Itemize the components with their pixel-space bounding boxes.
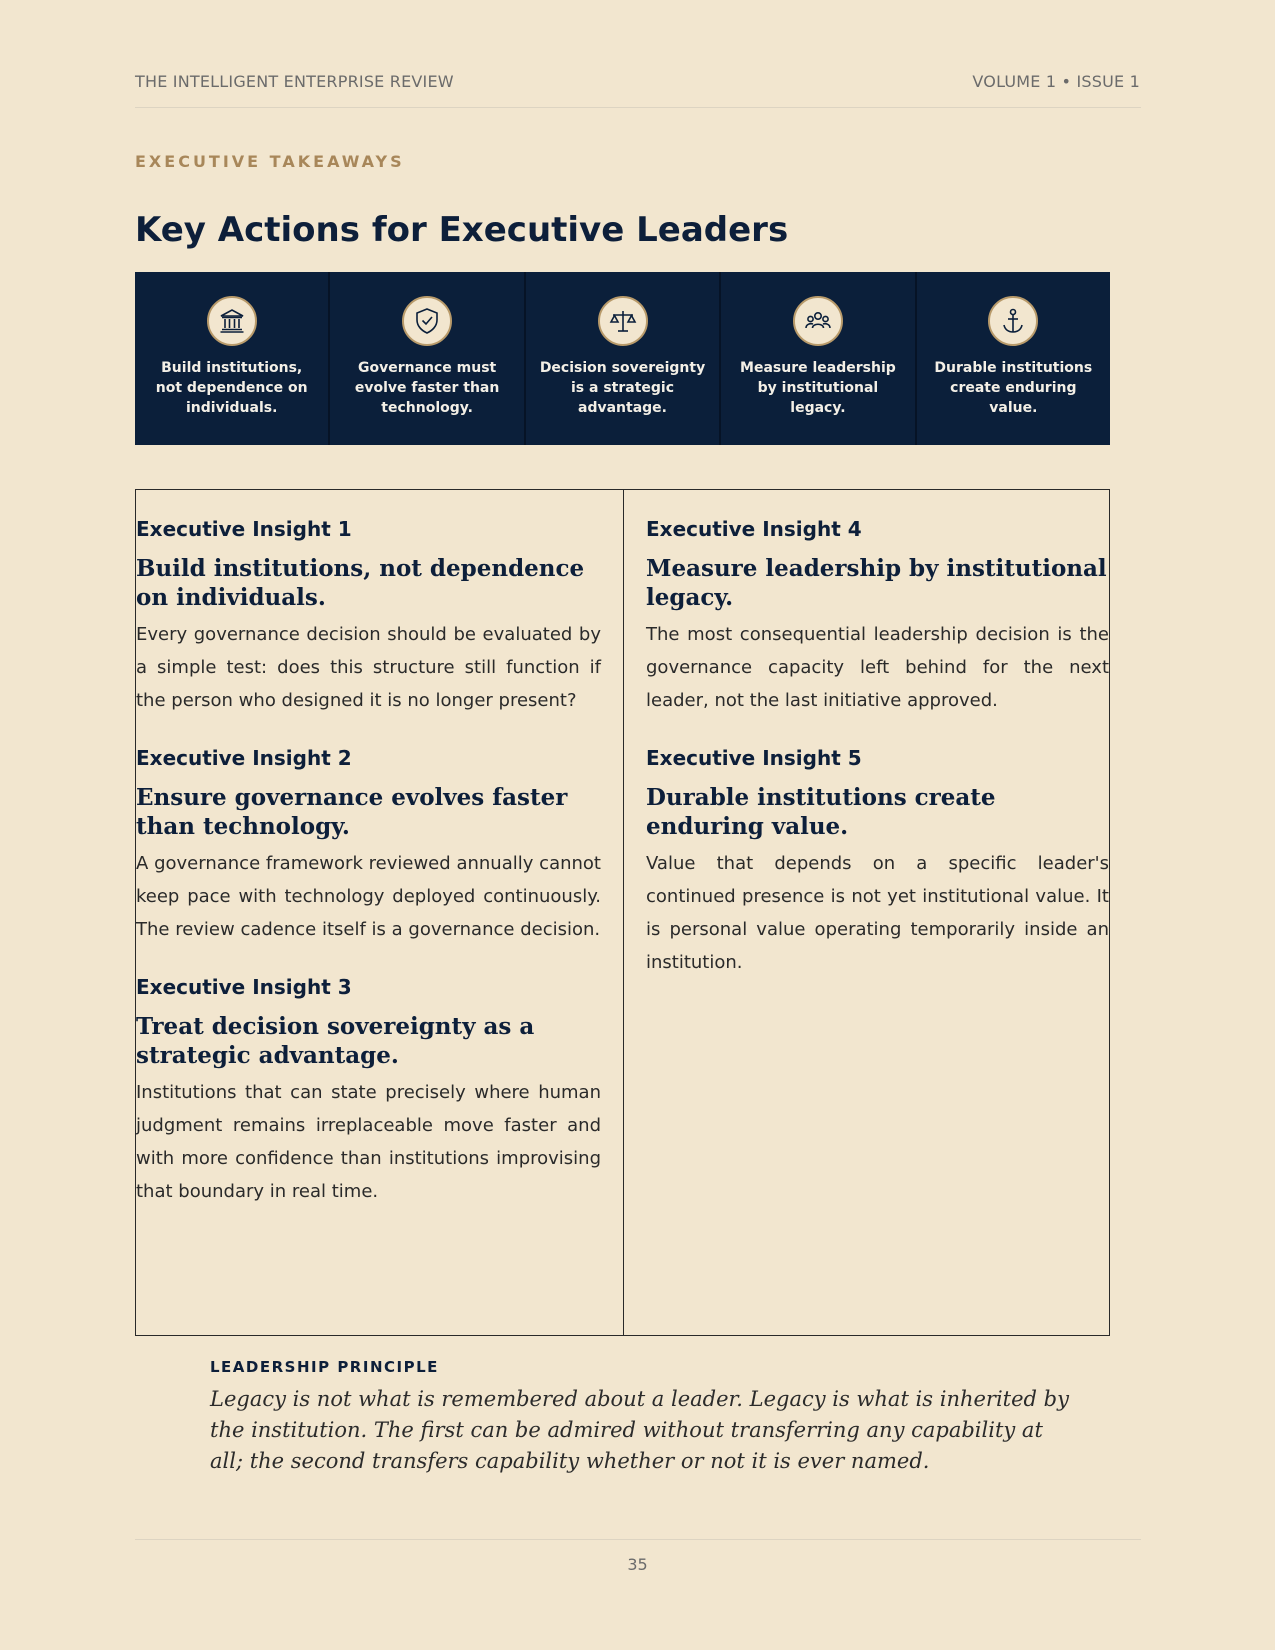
principle-label: LEADERSHIP PRINCIPLE <box>210 1358 439 1376</box>
insight-kicker: Executive Insight 5 <box>646 746 862 770</box>
action-label: Durable institutions create enduring value. <box>934 360 1093 416</box>
running-header <box>135 72 1140 91</box>
insight-headline: Measure leadership by institutional legacy. <box>646 555 1107 611</box>
action-card-governance <box>330 272 525 445</box>
insight-kicker: Executive Insight 1 <box>136 517 352 541</box>
action-label: Governance must evolve faster than technology. <box>354 360 500 416</box>
action-card-durable <box>917 272 1110 445</box>
leadership-principle <box>210 1358 1070 1477</box>
anchor-icon <box>988 296 1038 346</box>
insight-headline: Treat decision sovereignty as a strategic advantage. <box>136 1013 535 1069</box>
insight-5 <box>646 745 1109 979</box>
insights-column-right <box>624 490 1109 1335</box>
key-actions-strip <box>135 272 1110 445</box>
page-title: Key Actions for Executive Leaders <box>135 210 789 250</box>
insight-4 <box>646 516 1109 717</box>
insight-kicker: Executive Insight 3 <box>136 975 352 999</box>
action-label: Build institutions, not dependence on individuals. <box>155 360 308 416</box>
insight-body: A governance framework reviewed annually cannot keep pace with technology deployed continuously. The review cadence itself is a governance decision. <box>136 853 601 940</box>
action-card-institutions <box>135 272 330 445</box>
publication-name: THE INTELLIGENT ENTERPRISE REVIEW <box>135 72 454 91</box>
section-kicker: EXECUTIVE TAKEAWAYS <box>135 152 405 171</box>
insight-body: Every governance decision should be evaluated by a simple test: does this structure still function if the person who designed it is no longer present? <box>136 624 601 711</box>
institution-icon <box>207 296 257 346</box>
insight-2 <box>136 745 601 946</box>
shield-check-icon <box>402 296 452 346</box>
insight-headline: Build institutions, not dependence on individuals. <box>136 555 585 611</box>
action-label: Decision sovereignty is a strategic advantage. <box>539 360 706 416</box>
page-number: 35 <box>627 1555 648 1574</box>
insight-kicker: Executive Insight 2 <box>136 746 352 770</box>
insight-headline: Ensure governance evolves faster than technology. <box>136 784 568 840</box>
insight-3 <box>136 974 601 1208</box>
insight-body: Institutions that can state precisely where human judgment remains irreplaceable move faster and with more confidence than institutions improvising that boundary in real time. <box>136 1082 601 1202</box>
header-divider <box>135 107 1141 108</box>
insight-kicker: Executive Insight 4 <box>646 517 862 541</box>
insight-body: Value that depends on a specific leader's continued presence is not yet institutional value. It is personal value operating temporarily inside an institution. <box>646 853 1109 973</box>
people-group-icon <box>793 296 843 346</box>
scales-icon <box>598 296 648 346</box>
action-label: Measure leadership by institutional legacy. <box>740 360 896 416</box>
issue-label: VOLUME 1 • ISSUE 1 <box>972 72 1140 91</box>
insight-body: The most consequential leadership decision is the governance capacity left behind for the next leader, not the last initiative approved. <box>646 624 1109 711</box>
footer-divider <box>135 1539 1141 1540</box>
action-card-sovereignty <box>526 272 721 445</box>
insights-column-left <box>136 490 624 1335</box>
action-card-legacy <box>721 272 916 445</box>
insights-box <box>135 489 1110 1336</box>
insight-headline: Durable institutions create enduring value. <box>646 784 996 840</box>
insight-1 <box>136 516 601 717</box>
principle-quote: Legacy is not what is remembered about a leader. Legacy is what is inherited by the institution. The first can be admired without transferring any capability at all; the second transfers capability whether or not it is ever named. <box>210 1387 1069 1473</box>
